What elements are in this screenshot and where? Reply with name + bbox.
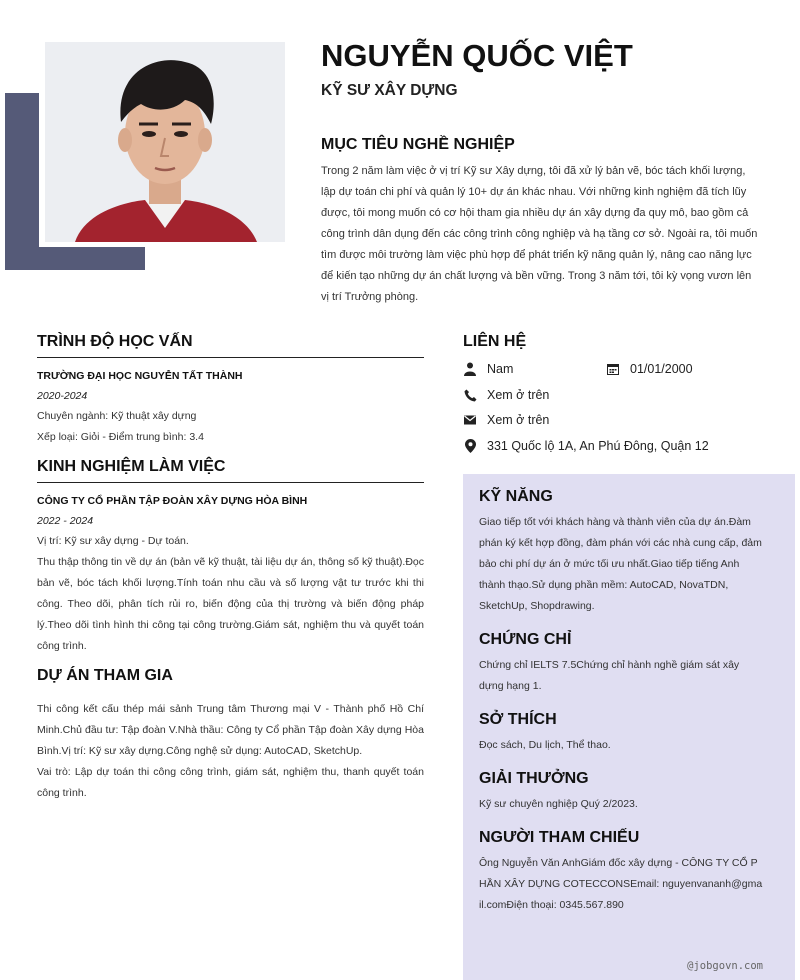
experience-entry <box>37 491 424 657</box>
projects-heading: DỰ ÁN THAM GIA <box>37 667 173 684</box>
contact-address <box>463 439 709 453</box>
education-entry <box>37 366 424 448</box>
hobbies-heading: SỞ THÍCH <box>479 711 557 728</box>
email-value: Xem ở trên <box>487 413 550 427</box>
certificates-heading: CHỨNG CHỈ <box>479 631 572 648</box>
mail-icon <box>463 413 477 427</box>
sidebar-content <box>479 488 764 930</box>
school-name: TRƯỜNG ĐẠI HỌC NGUYỄN TẤT THÀNH <box>37 370 243 382</box>
awards-heading: GIẢI THƯỞNG <box>479 770 589 787</box>
person-icon <box>463 362 477 376</box>
experience-description: Thu thập thông tin về dự án (bản vẽ kỹ thuật, tài liệu dự án, thông số kỹ thuật).Đọc bản vẽ, bóc tách khối lượng.Tính toán nhu cầu và số lượng vật tư trước khi thi công. Theo dõi, phân tích rủi ro, biến động của thị trường và biến động pháp lý.Theo dõi tình hình thi công tại công trường.Giám sát, nghiệm thu và quyết toán công trình. <box>37 556 424 652</box>
sidebar-panel <box>463 474 795 980</box>
company-name: CÔNG TY CỔ PHẦN TẬP ĐOÀN XÂY DỰNG HÒA BÌNH <box>37 495 308 507</box>
references-heading: NGƯỜI THAM CHIẾU <box>479 829 640 846</box>
references-text: Ông Nguyễn Văn AnhGiám đốc xây dựng - CÔNG TY CỔ PHẦN XÂY DỰNG COTECCONSEmail: nguyenvananh@gmail.comĐiện thoại: 0345.567.890 <box>479 857 763 911</box>
birthday-value: 01/01/2000 <box>630 362 693 376</box>
project-entry <box>37 699 424 804</box>
candidate-name: NGUYỄN QUỐC VIỆT <box>321 38 633 73</box>
objective-text: Trong 2 năm làm việc ở vị trí Kỹ sư Xây dựng, tôi đã xử lý bản vẽ, bóc tách khối lượng, lập dự toán chi phí và quản lý 10+ dự án khác nhau. Với những kinh nghiệm đã tích lũy được, tôi mong muốn có cơ hội tham gia nhiều dự án xây dựng đa quy mô, bao gồm cả công trình dân dụng đến các công trình công nghiệp và hạ tầng cơ sở. Ngoài ra, tôi muốn tìm được môi trường làm việc phù hợp để phát triển kỹ năng quản lý, nâng cao năng lực để kiến tạo những dự án chất lượng và bền vững. Trong 3 năm tới, tôi kỳ vọng vươn lên vị trí Trưởng phòng. <box>321 165 758 303</box>
job-title: KỸ SƯ XÂY DỰNG <box>321 82 458 99</box>
profile-photo <box>45 42 285 242</box>
skills-heading: KỸ NĂNG <box>479 488 553 505</box>
gender-value: Nam <box>487 362 514 376</box>
project-description: Thi công kết cấu thép mái sảnh Trung tâm Thương mại V - Thành phố Hồ Chí Minh.Chủ đầu tư: Tập đoàn V.Nhà thầu: Công ty Cổ phần Tập đoàn Xây dựng Hòa Bình.Vị trí: Kỹ sư xây dựng.Công nghệ sử dụng: AutoCAD, SketchUp. <box>37 703 424 757</box>
education-heading: TRÌNH ĐỘ HỌC VẤN <box>37 333 424 358</box>
address-value: 331 Quốc lộ 1A, An Phú Đông, Quận 12 <box>487 439 709 453</box>
education-period: 2020-2024 <box>37 390 88 402</box>
education-major: Chuyên ngành: Kỹ thuật xây dựng <box>37 410 197 422</box>
phone-value: Xem ở trên <box>487 388 550 402</box>
education-grade: Xếp loại: Giỏi - Điểm trung bình: 3.4 <box>37 431 204 443</box>
experience-period: 2022 - 2024 <box>37 515 94 527</box>
watermark-text: @jobgovn.com <box>687 960 763 972</box>
experience-heading: KINH NGHIỆM LÀM VIỆC <box>37 458 424 483</box>
contact-phone <box>463 388 549 402</box>
contact-gender <box>463 362 513 376</box>
calendar-icon <box>606 362 620 376</box>
experience-position: Vị trí: Kỹ sư xây dựng - Dự toán. <box>37 535 189 547</box>
contact-birthday <box>606 362 693 376</box>
project-role: Vai trò: Lập dự toán thi công công trình, giám sát, nghiệm thu, thanh quyết toán công trình. <box>37 766 424 799</box>
objective-heading: MỤC TIÊU NGHỀ NGHIỆP <box>321 136 515 153</box>
skills-text: Giao tiếp tốt với khách hàng và thành viên của dự án.Đàm phán ký kết hợp đồng, đàm phán với các nhà cung cấp, đảm bảo chi phí dự án ở mức tối ưu nhất.Giao tiếp tiếng Anh thành thạo.Sử dụng phần mềm: AutoCAD, NovaTDN, SketchUp, Shopdrawing. <box>479 516 762 612</box>
contact-email <box>463 413 549 427</box>
certificates-text: Chứng chỉ IELTS 7.5Chứng chỉ hành nghề giám sát xây dựng hạng 1. <box>479 659 740 692</box>
hobbies-text: Đọc sách, Du lịch, Thể thao. <box>479 739 611 751</box>
phone-icon <box>463 388 477 402</box>
location-pin-icon <box>463 439 477 453</box>
contact-heading: LIÊN HỆ <box>463 333 527 350</box>
awards-text: Kỹ sư chuyên nghiệp Quý 2/2023. <box>479 798 638 810</box>
left-column <box>37 333 424 814</box>
